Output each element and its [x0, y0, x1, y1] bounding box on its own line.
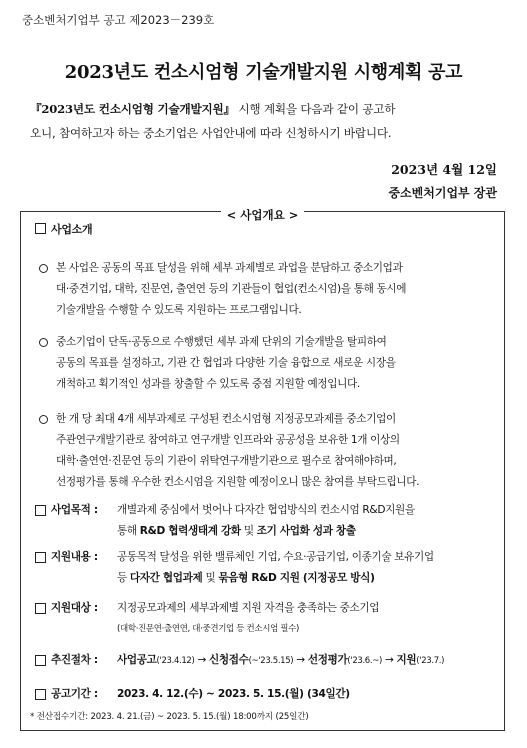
bullet-line: 공동의 목표를 설정하고, 기관 간 협업과 다양한 기술 융합으로 새로운 시장을 [56, 357, 396, 369]
checkbox-square-icon [35, 655, 46, 666]
overview-bullet-1 [39, 258, 494, 321]
target-line-2: (대학·진문연·출연연, 대·중견기업 등 컨소시엄 필수) [117, 624, 299, 634]
purpose-line-1: 개별과제 중심에서 벗어나 다자간 협업방식의 컨소시엄 R&D지원을 [117, 504, 415, 516]
bullet-line: 선정평가를 통해 우수한 컨소시엄을 지원할 예정이오니 많은 참여를 부탁드립니다. [56, 476, 420, 488]
checkbox-square-icon [35, 552, 46, 563]
bullet-line: 한 개 당 최대 4개 세부과제로 구성된 컨소시엄형 지정공모과제를 중소기업이 [56, 413, 396, 425]
bullet-circle-icon [39, 338, 48, 347]
procedure-steps: 사업공고('23.4.12) → 신청접수(~'23.5.15) → 선정평가('23.6.~) → 지원('23.7.) [117, 654, 445, 666]
bullet-circle-icon [39, 264, 48, 273]
checkbox-square-icon [35, 223, 46, 234]
bullet-line: 기술개발을 수행할 수 있도록 지원하는 프로그램입니다. [56, 304, 302, 316]
intro-text-2: 오니, 참여하고자 하는 중소기업은 사업안내에 따라 신청하시기 바랍니다. [30, 126, 392, 140]
ministry-signature: 중소벤처기업부 장관 [388, 186, 497, 200]
content-line-2: 등 다자간 협업과제 및 묶음형 R&D 지원 (지정공모 방식) [117, 572, 375, 584]
content-line-1: 공동목적 달성을 위한 밸류체인 기업, 수요·공급기업, 이종기술 보유기업 [117, 551, 434, 563]
program-name: 『2023년도 컨소시엄형 기술개발지원』 [30, 102, 235, 116]
bullet-line: 주관연구개발기관로 참여하고 연구개발 인프라와 공공성을 보유한 1개 이상의 [56, 434, 400, 446]
purpose-label: 사업목적 : [51, 504, 98, 516]
checkbox-square-icon [35, 603, 46, 614]
bullet-line: 대학·출연연·진문연 등의 기관이 위탁연구개발기관으로 필수로 참여해야하며, [56, 455, 397, 467]
overview-heading: 사업소개 [35, 220, 92, 240]
target-line-1: 지정공모과제의 세부과제별 지원 자격을 충족하는 중소기업 [117, 602, 380, 614]
procedure-label: 추진절차 : [51, 654, 98, 666]
footnote: * 전산접수기간: 2023. 4. 21.(금) ~ 2023. 5. 15.(월) 18:00까지 (25일간) [30, 712, 309, 722]
content-label: 지원내용 : [51, 551, 98, 563]
notice-date: 2023년 4월 12일 [391, 162, 497, 177]
bullet-line: 개척하고 획기적인 성과를 창출할 수 있도록 중점 지원할 예정입니다. [56, 378, 360, 390]
checkbox-square-icon [35, 505, 46, 516]
overview-box-title: < 사업개요 > [221, 208, 305, 222]
bullet-line: 중소기업이 단독·공동으로 수행했던 세부 과제 단위의 기술개발을 탈피하여 [56, 336, 387, 348]
period-label: 공고기간 : [51, 688, 98, 700]
notice-number: 중소벤처기업부 공고 제2023－239호 [22, 13, 215, 27]
target-label: 지원대상 : [51, 602, 98, 614]
intro-text-1: 시행 계획을 다음과 같이 공고하 [238, 102, 396, 116]
bullet-line: 본 사업은 공동의 목표 달성을 위해 세부 과제별로 과업을 분담하고 중소기업과 [56, 262, 403, 274]
page-title: 2023년도 컨소시엄형 기술개발지원 시행계획 공고 [64, 62, 463, 83]
overview-bullet-2 [39, 332, 494, 395]
purpose-line-2: 통해 R&D 협력생태계 강화 및 조기 사업화 성과 창출 [117, 525, 356, 537]
period-value: 2023. 4. 12.(수) ~ 2023. 5. 15.(월) (34일간) [117, 688, 350, 700]
bullet-circle-icon [39, 415, 48, 424]
overview-box [20, 208, 505, 731]
intro-paragraph [30, 97, 506, 145]
overview-bullet-3 [39, 409, 494, 493]
checkbox-square-icon [35, 689, 46, 700]
bullet-line: 대·중견기업, 대학, 진문연, 출연연 등의 기관들이 협업(컨소시엄)을 통해 동시에 [56, 283, 407, 295]
